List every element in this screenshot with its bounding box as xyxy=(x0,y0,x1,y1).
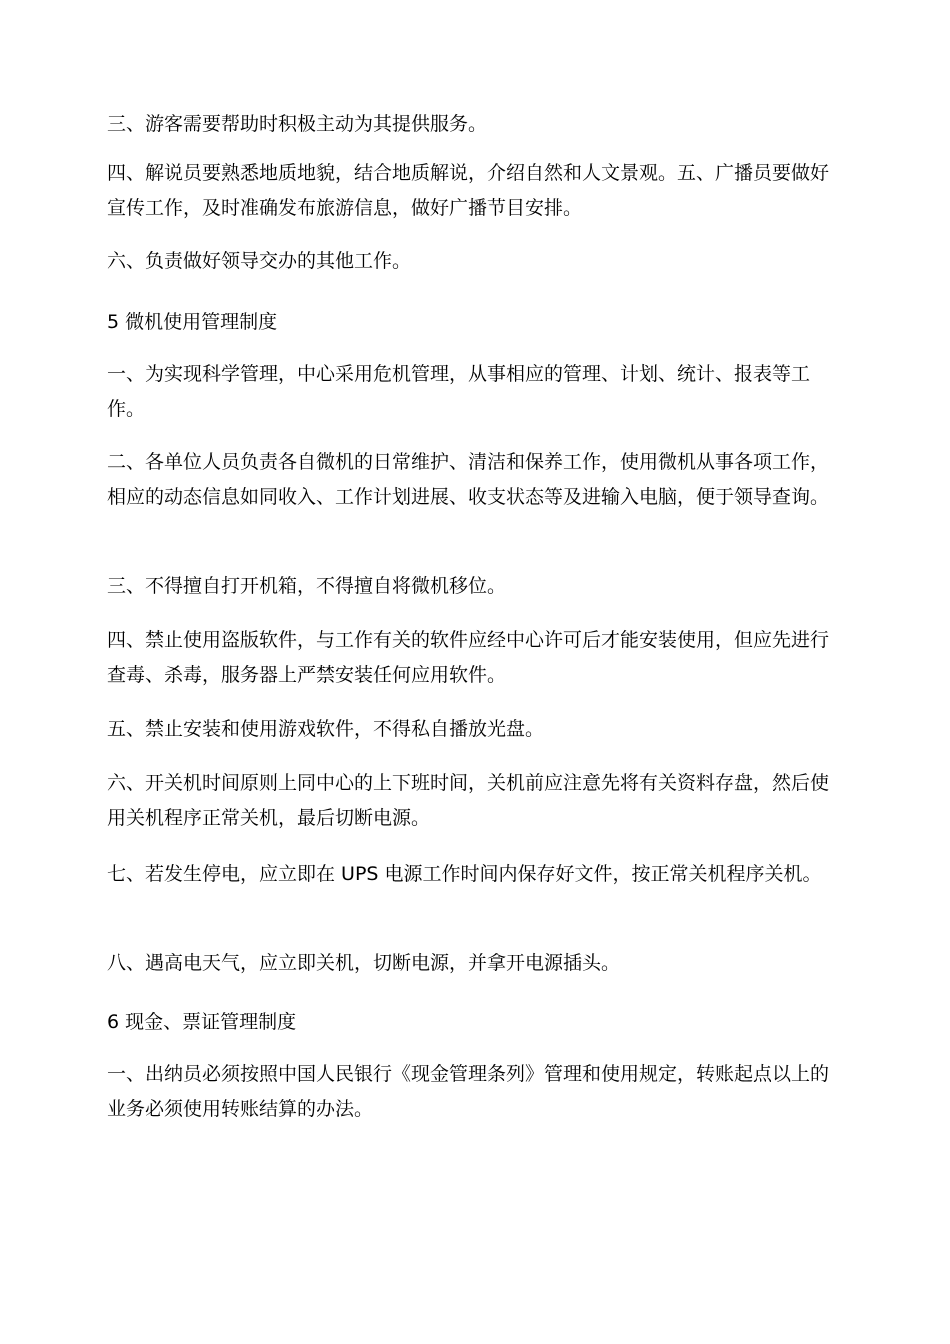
paragraph-1: 三、游客需要帮助时积极主动为其提供服务。 xyxy=(107,113,488,135)
paragraph-2: 四、解说员要熟悉地质地貌，结合地质解说，介绍自然和人文景观。五、广播员要做好宣传工作，及时准确发布旅游信息，做好广播节目安排。 xyxy=(107,162,830,219)
paragraph-4: 一、为实现科学管理，中心采用危机管理，从事相应的管理、计划、统计、报表等工作。 xyxy=(107,363,811,420)
paragraph-6: 三、不得擅自打开机箱，不得擅自将微机移位。 xyxy=(107,575,507,597)
paragraph-5: 二、各单位人员负责各自微机的日常维护、清洁和保养工作，使用微机从事各项工作，相应的动态信息如同收入、工作计划进展、收支状态等及进输入电脑，便于领导查询。 xyxy=(107,451,830,508)
paragraph-8: 五、禁止安装和使用游戏软件，不得私自播放光盘。 xyxy=(107,718,545,740)
paragraph-10: 七、若发生停电，应立即在 UPS 电源工作时间内保存好文件，按正常关机程序关机。 xyxy=(107,863,822,885)
paragraph-7: 四、禁止使用盗版软件，与工作有关的软件应经中心许可后才能安装使用，但应先进行查毒、杀毒，服务器上严禁安装任何应用软件。 xyxy=(107,629,830,686)
paragraph-3: 六、负责做好领导交办的其他工作。 xyxy=(107,250,412,272)
paragraph-11: 八、遇高电天气，应立即关机，切断电源，并拿开电源插头。 xyxy=(107,952,621,974)
paragraph-9: 六、开关机时间原则上同中心的上下班时间，关机前应注意先将有关资料存盘，然后使用关机程序正常关机，最后切断电源。 xyxy=(107,772,830,829)
section-heading-5: 5 微机使用管理制度 xyxy=(107,311,278,333)
paragraph-12: 一、出纳员必须按照中国人民银行《现金管理条列》管理和使用规定，转账起点以上的业务必须使用转账结算的办法。 xyxy=(107,1063,830,1120)
section-heading-6: 6 现金、票证管理制度 xyxy=(107,1011,297,1033)
